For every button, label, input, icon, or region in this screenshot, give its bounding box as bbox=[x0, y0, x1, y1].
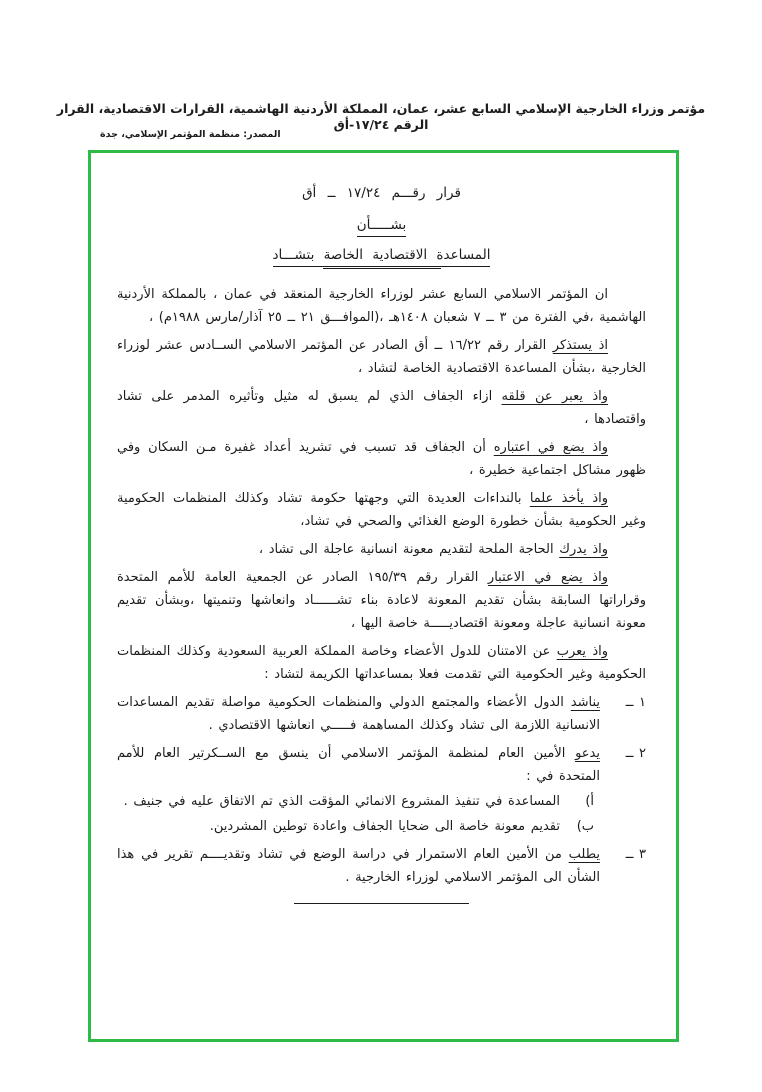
subitem-text: المساعدة في تنفيذ المشروع الانمائي المؤقت الذي تم الاتفاق عليه في جنيف . bbox=[123, 794, 560, 809]
preamble-text: القرار رقم ١٦/٢٢ ــ أق الصادر عن المؤتمر الاسلامي الســادس عشر لوزراء الخارجية ،بشأن المساعدة الاقتصادية الخاصة لتشاد ، bbox=[117, 338, 646, 376]
item-number: ٢ ــ bbox=[625, 746, 646, 761]
preamble-lead: واذ يدرك bbox=[559, 542, 608, 557]
document-frame bbox=[88, 150, 679, 1042]
preamble-paragraph bbox=[117, 538, 646, 561]
subject-title bbox=[117, 245, 646, 265]
preamble-paragraph bbox=[117, 566, 646, 635]
preamble-text: بالنداءات العديدة التي وجهتها حكومة تشاد وكذلك المنظمات الحكومية وغير الحكومية بشأن خطورة الوضع الغذائي والصحي في تشاد، bbox=[117, 491, 646, 529]
operative-items bbox=[117, 691, 646, 889]
document-source-line: المصدر: منظمة المؤتمر الإسلامي، جدة bbox=[100, 129, 281, 140]
operative-item bbox=[117, 843, 646, 889]
subitem-letter: أ) bbox=[585, 794, 594, 809]
preamble-paragraph bbox=[117, 640, 646, 686]
preamble-paragraph bbox=[117, 385, 646, 431]
operative-subitem bbox=[117, 790, 594, 813]
item-text bbox=[117, 843, 600, 889]
closing-rule bbox=[294, 903, 469, 904]
preamble-lead: واذ يضع في الاعتبار bbox=[487, 570, 608, 585]
item-rest: الدول الأعضاء والمجتمع الدولي والمنظمات الحكومية مواصلة تقديم المساعدات الانسانية اللازمة الى تشاد وكذلك المساهمة فـــــي انعاشها الاقتصادي . bbox=[117, 695, 600, 733]
subject-label-text: بشـــــأن bbox=[357, 217, 407, 237]
operative-subitem bbox=[117, 815, 594, 838]
document-header-line: مؤتمر وزراء الخارجية الإسلامي السابع عشر، عمان، المملكة الأردنية الهاشمية، القرارات الاقتصادية، القرار الرقم ١٧/٢٤-أق bbox=[56, 101, 706, 132]
subject-label bbox=[117, 215, 646, 235]
preamble-paragraph bbox=[117, 334, 646, 380]
operative-item bbox=[117, 691, 646, 737]
preamble-lead: واذ يعرب bbox=[556, 644, 608, 659]
preamble-lead: واذ يضع في اعتباره bbox=[493, 440, 609, 455]
item-rest: من الأمين العام الاستمرار في دراسة الوضع في تشاد وتقديــــم تقرير في هذا الشأن الى المؤتمر الاسلامي لوزراء الخارجية . bbox=[117, 847, 600, 885]
preamble-lead: واذ يأخذ علما bbox=[529, 491, 608, 506]
subitem-text: تقديم معونة خاصة الى ضحايا الجفاف واعادة توطين المشردين. bbox=[209, 819, 560, 834]
resolution-number-title: قرار رقـــم ١٧/٢٤ ــ أق bbox=[302, 185, 461, 201]
item-lead: يدعو bbox=[575, 746, 600, 761]
preamble-text: القرار رقم ١٩٥/٣٩ الصادر عن الجمعية العامة للأمم المتحدة وقراراتها السابقة بشأن تقديم المعونة لاعادة بناء تشــــــاد وانعاشها وتنميتها ،وبشأن تقديم معونة انسانية عاجلة ومعونة اقتصاديـــــة خاصة اليها ، bbox=[117, 570, 646, 631]
subitem-letter: ب) bbox=[576, 819, 594, 834]
subject-underline-rule bbox=[323, 268, 441, 269]
operative-item bbox=[117, 742, 646, 838]
item-text bbox=[117, 742, 600, 838]
preamble-lead: واذ يعبر عن قلقه bbox=[501, 389, 608, 404]
preamble-text: عن الامتنان للدول الأعضاء وخاصة المملكة العربية السعودية وكذلك المنظمات الحكومية وغير الحكومية التي تقدمت فعلا بمساعداتها الكريمة لتشاد : bbox=[117, 644, 646, 682]
item-main-text bbox=[117, 742, 600, 788]
item-number: ١ ــ bbox=[625, 695, 646, 710]
preamble-paragraph bbox=[117, 436, 646, 482]
preamble-paragraph bbox=[117, 487, 646, 533]
preamble-text: ان المؤتمر الاسلامي السابع عشر لوزراء الخارجية المنعقد في عمان ، بالمملكة الأردنية الهاشمية ،في الفترة من ٣ ــ ٧ شعبان ١٤٠٨هـ ،(الموافـــق ٢١ ــ ٢٥ آذار/مارس ١٩٨٨م) ، bbox=[117, 287, 646, 325]
preamble-text: أن الجفاف قد تسبب في تشريد أعداد غفيرة مـن السكان وفي ظهور مشاكل اجتماعية خطيرة ، bbox=[117, 440, 646, 478]
item-lead: يطلب bbox=[568, 847, 600, 862]
preamble-paragraph bbox=[117, 283, 646, 329]
item-text bbox=[117, 691, 600, 737]
item-rest: الأمين العام لمنظمة المؤتمر الاسلامي أن ينسق مع الســكرتير العام للأمم المتحدة في : bbox=[117, 746, 600, 784]
preamble-text: الحاجة الملحة لتقديم معونة انسانية عاجلة الى تشاد ، bbox=[258, 542, 560, 557]
preamble-lead: اذ يستذكر bbox=[552, 338, 608, 353]
item-lead: يناشد bbox=[570, 695, 600, 710]
subject-title-text: المساعدة الاقتصادية الخاصة بتشـــاد bbox=[273, 247, 491, 267]
preamble-text: ازاء الجفاف الذي لم يسبق له مثيل وتأثيره المدمر على تشاد واقتصادها ، bbox=[117, 389, 646, 427]
item-number: ٣ ــ bbox=[625, 847, 646, 862]
